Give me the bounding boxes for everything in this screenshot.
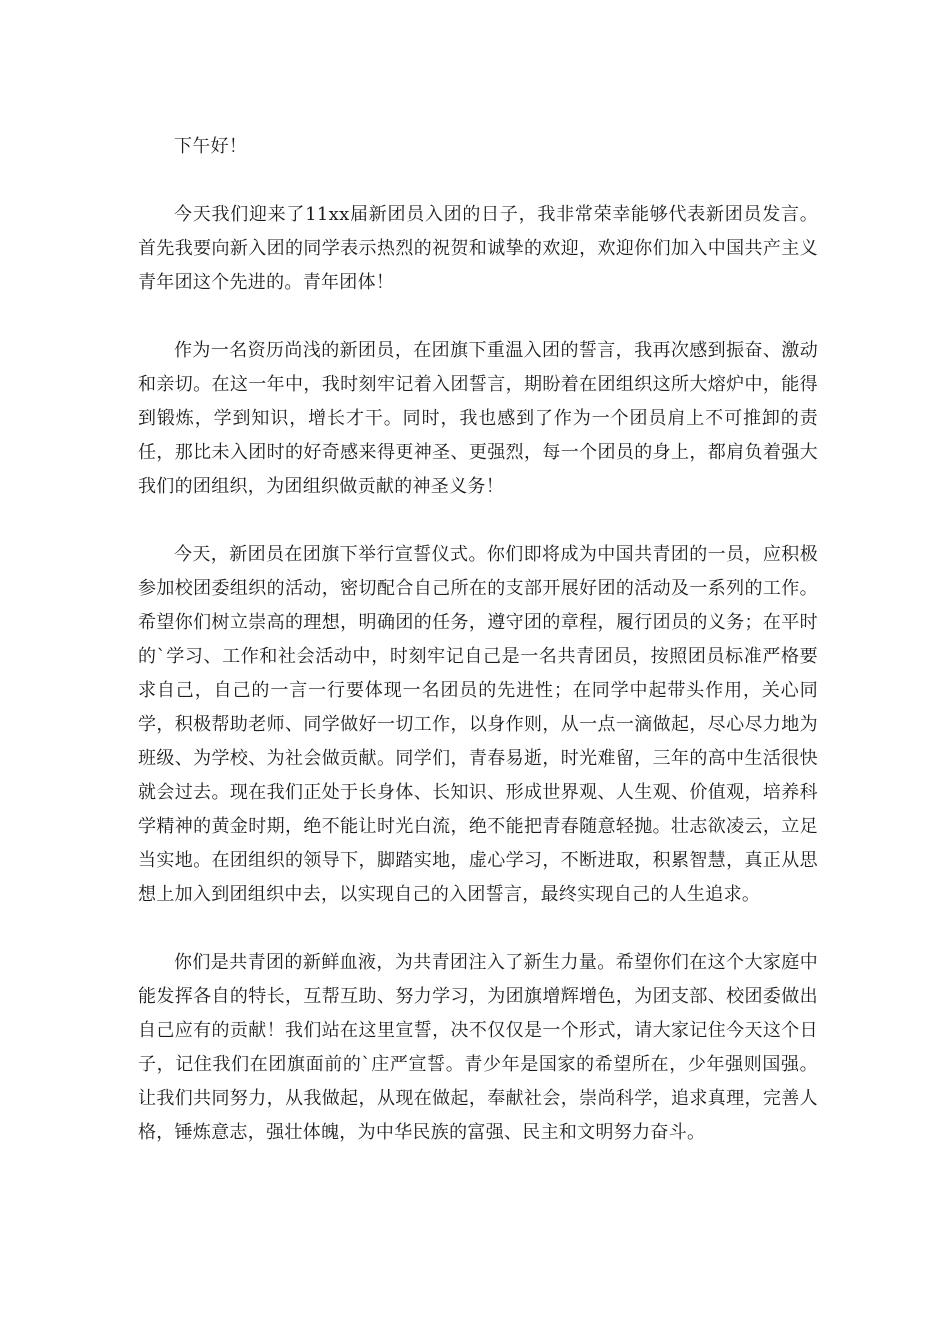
paragraph-1: 今天我们迎来了11xx届新团员入团的日子，我非常荣幸能够代表新团员发言。首先我要向新入团的同学表示热烈的祝贺和诚挚的欢迎，欢迎你们加入中国共产主义青年团这个先进的。青年团体！ — [138, 204, 818, 293]
greeting: 下午好！ — [174, 136, 248, 157]
document-body — [138, 130, 818, 1184]
paragraph-3: 今天，新团员在团旗下举行宣誓仪式。你们即将成为中国共青团的一员，应积极参加校团委组织的活动，密切配合自己所在的支部开展好团的活动及一系列的工作。希望你们树立崇高的理想，明确团的任务，遵守团的章程，履行团员的义务；在平时的`学习、工作和社会活动中，时刻牢记自己是一名共青团员，按照团员标准严格要求自己，自己的一言一行要体现一名团员的先进性；在同学中起带头作用，关心同学，积极帮助老师、同学做好一切工作，以身作则，从一点一滴做起，尽心尽力地为班级、为学校、为社会做贡献。同学们，青春易逝，时光难留，三年的高中生活很快就会过去。现在我们正处于长身体、长知识、形成世界观、人生观、价值观，培养科学精神的黄金时期，绝不能让时光白流，绝不能把青春随意轻抛。壮志欲凌云，立足当实地。在团组织的领导下，脚踏实地，虚心学习，不断进取，积累智慧，真正从思想上加入到团组织中去，以实现自己的入团誓言，最终实现自己的人生追求。 — [138, 544, 818, 905]
paragraph-2: 作为一名资历尚浅的新团员，在团旗下重温入团的誓言，我再次感到振奋、激动和亲切。在这一年中，我时刻牢记着入团誓言，期盼着在团组织这所大熔炉中，能得到锻炼，学到知识，增长才干。同时，我也感到了作为一个团员肩上不可推卸的责任，那比未入团时的好奇感来得更神圣、更强烈，每一个团员的身上，都肩负着强大我们的团组织，为团组织做贡献的神圣义务！ — [138, 340, 818, 497]
paragraph-4: 你们是共青团的新鲜血液，为共青团注入了新生力量。希望你们在这个大家庭中能发挥各自的特长，互帮互助、努力学习，为团旗增辉增色，为团支部、校团委做出自己应有的贡献！我们站在这里宣誓，决不仅仅是一个形式，请大家记住今天这个日子，记住我们在团旗面前的`庄严宣誓。青少年是国家的希望所在，少年强则国强。让我们共同努力，从我做起，从现在做起，奉献社会，崇尚科学，追求真理，完善人格，锤炼意志，强壮体魄，为中华民族的富强、民主和文明努力奋斗。 — [138, 952, 818, 1143]
